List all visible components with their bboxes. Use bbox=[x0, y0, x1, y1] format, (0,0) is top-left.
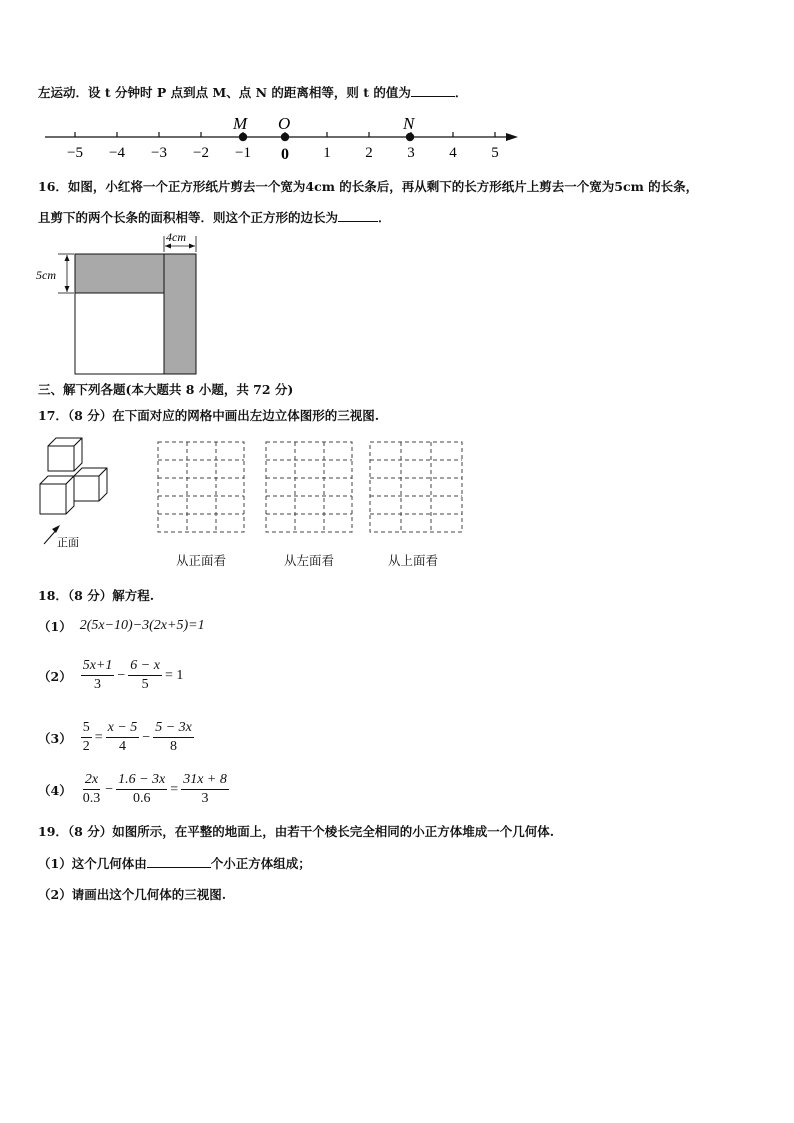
q17-number: 17． bbox=[38, 408, 68, 423]
eq4-label: （4） bbox=[38, 782, 72, 798]
q18-eq2 bbox=[38, 658, 185, 693]
q19-part1 bbox=[38, 854, 311, 872]
eq1-label: （1） bbox=[38, 619, 72, 634]
q18-eq4 bbox=[38, 772, 230, 807]
left-view-grid bbox=[266, 442, 352, 532]
q18-eq3 bbox=[38, 720, 195, 755]
q19-points: （8 分） bbox=[67, 824, 113, 839]
eq3-operator: − bbox=[142, 729, 151, 745]
eq4-operator: − bbox=[105, 781, 114, 797]
number-line-tick-label: −5 bbox=[67, 145, 83, 161]
eq4-fraction1: $\frac{2x}{0.3}$ bbox=[82, 772, 101, 806]
number-line-tick-label: 0 bbox=[281, 146, 289, 163]
top-view-label: 从上面看 bbox=[388, 553, 439, 568]
q16-figure bbox=[34, 228, 204, 378]
eq2-fraction2: $\frac{6 - x}{5}$ bbox=[130, 658, 160, 692]
q16-line2 bbox=[38, 208, 391, 226]
q17-cube-figure bbox=[36, 434, 116, 552]
number-line-tick-label: 5 bbox=[491, 145, 499, 161]
q19-part1-text-a: 这个几何体由 bbox=[71, 856, 147, 871]
q19-part1-text-b: 个小正方体组成； bbox=[210, 856, 311, 871]
number-line-tick-label: −3 bbox=[151, 145, 167, 161]
q17-line bbox=[38, 406, 379, 424]
eq3-label: （3） bbox=[38, 730, 72, 746]
side-dimension-label: 5cm bbox=[36, 268, 56, 282]
q15-text: 左运动．设 t 分钟时 P 点到点 M、点 N 的距离相等，则 t 的值为 bbox=[38, 85, 411, 100]
point-m-dot bbox=[239, 133, 247, 141]
q15-text-line bbox=[38, 83, 467, 101]
point-o-label: O bbox=[278, 114, 291, 133]
left-view-label: 从左面看 bbox=[284, 553, 335, 568]
section3-title: 三、解下列各题(本大题共 8 小题，共 72 分) bbox=[38, 382, 294, 397]
number-line-arrow bbox=[506, 133, 518, 141]
q16-line1 bbox=[38, 177, 698, 195]
q19-number: 19． bbox=[38, 824, 68, 839]
front-view-label: 从正面看 bbox=[176, 553, 227, 568]
horizontal-strip bbox=[75, 254, 164, 293]
q19-line bbox=[38, 822, 554, 840]
front-label: 正面 bbox=[57, 536, 79, 549]
q17-grids bbox=[152, 438, 470, 548]
q18-text: 解方程. bbox=[112, 588, 155, 603]
eq3-fraction2: $\frac{5 - 3x}{8}$ bbox=[155, 720, 192, 754]
q16-answer-blank[interactable] bbox=[338, 221, 378, 222]
q19-part2 bbox=[38, 885, 226, 903]
q17-points: （8 分） bbox=[67, 408, 113, 423]
q16-tail: ． bbox=[378, 210, 391, 225]
eq3-equals: = bbox=[94, 729, 103, 745]
eq2-label: （2） bbox=[38, 668, 72, 684]
eq2-rhs: = 1 bbox=[164, 667, 184, 683]
eq3-fraction1: $\frac{x - 5}{4}$ bbox=[107, 720, 138, 754]
q19-part1-label: （1） bbox=[38, 856, 72, 871]
q15-tail: ． bbox=[454, 85, 468, 100]
front-view-grid bbox=[158, 442, 244, 532]
number-line-tick-label: 4 bbox=[449, 145, 457, 161]
number-line-tick-label: −2 bbox=[193, 145, 209, 161]
number-line bbox=[40, 110, 530, 166]
number-line-tick-label: −1 bbox=[235, 145, 251, 161]
point-o-dot bbox=[281, 133, 289, 141]
eq4-fraction3: $\frac{31x + 8}{3}$ bbox=[183, 772, 227, 806]
eq1-expression: 2(5x−10)−3(2x+5)=1 bbox=[79, 618, 205, 633]
left-cube-front-face bbox=[40, 484, 66, 514]
q18-line bbox=[38, 586, 154, 604]
vertical-strip bbox=[164, 254, 196, 374]
number-line-tick-label: −4 bbox=[109, 145, 125, 161]
q16-text1: 如图，小红将一个正方形纸片剪去一个宽为4cm 的长条后，再从剩下的长方形纸片上剪去一个宽为5cm 的长条， bbox=[67, 179, 699, 194]
q19-part2-text: 请画出这个几何体的三视图. bbox=[71, 887, 227, 902]
top-dimension-label: 4cm bbox=[166, 230, 186, 244]
eq2-operator: − bbox=[117, 667, 126, 683]
q16-text2: 且剪下的两个长条的面积相等．则这个正方形的边长为 bbox=[38, 210, 339, 225]
q19-answer-blank[interactable] bbox=[147, 867, 211, 868]
top-view-grid bbox=[370, 442, 462, 532]
top-cube-front-face bbox=[48, 446, 74, 471]
q16-number: 16． bbox=[38, 179, 68, 194]
number-line-tick-label: 1 bbox=[323, 145, 331, 161]
point-m-label: M bbox=[233, 114, 248, 133]
eq4-equals: = bbox=[170, 781, 179, 797]
eq2-fraction1: $\frac{5x+1}{3}$ bbox=[82, 658, 113, 692]
number-line-tick-label: 3 bbox=[407, 145, 415, 161]
point-n-label: N bbox=[403, 114, 415, 133]
q17-text: 在下面对应的网格中画出左边立体图形的三视图. bbox=[112, 408, 380, 423]
q18-eq1 bbox=[38, 617, 205, 635]
eq3-fraction0: $\frac{5}{2}$ bbox=[82, 720, 90, 754]
right-cube-front-face bbox=[74, 476, 99, 501]
q15-answer-blank[interactable] bbox=[411, 96, 455, 97]
q18-number: 18． bbox=[38, 588, 68, 603]
q18-points: （8 分） bbox=[67, 588, 113, 603]
q19-text: 如图所示，在平整的地面上，由若干个棱长完全相同的小正方体堆成一个几何体. bbox=[112, 824, 555, 839]
point-n-dot bbox=[406, 133, 414, 141]
eq4-fraction2: $\frac{1.6 - 3x}{0.6}$ bbox=[118, 772, 166, 806]
q19-part2-label: （2） bbox=[38, 887, 72, 902]
number-line-tick-label: 2 bbox=[365, 145, 373, 161]
